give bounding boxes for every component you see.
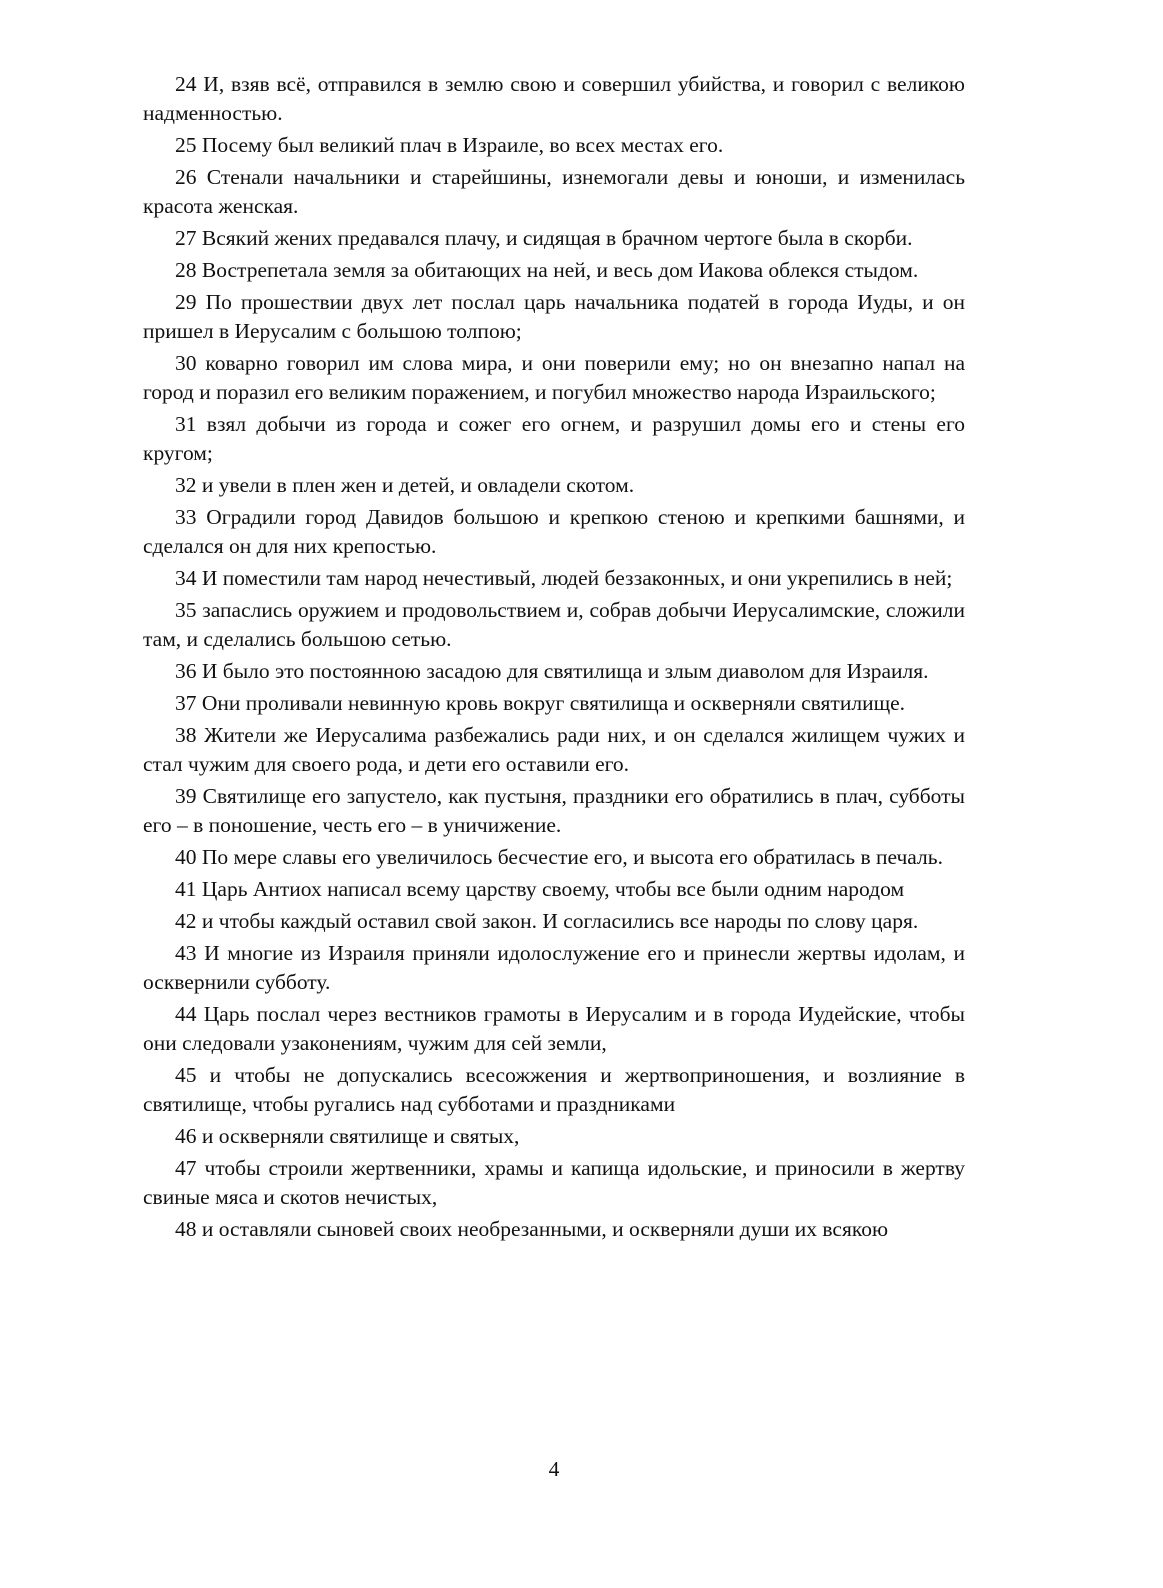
verse-42: 42 и чтобы каждый оставил свой закон. И согласились все народы по слову царя. — [175, 909, 919, 933]
verse-48: 48 и оставляли сыновей своих необрезанными, и оскверняли души их всякою — [175, 1217, 889, 1241]
verse-25: 25 Посему был великий плач в Израиле, во всех местах его. — [175, 133, 724, 157]
verse-38: 38 Жители же Иерусалима разбежались ради них, и он сделался жилищем чужих и стал чужим для своего рода, и дети его оставили его. — [143, 723, 965, 776]
verse-27: 27 Всякий жених предавался плачу, и сидящая в брачном чертоге была в скорби. — [175, 226, 913, 250]
verse-37: 37 Они проливали невинную кровь вокруг святилища и оскверняли святилище. — [175, 691, 906, 715]
verse-33: 33 Оградили город Давидов большою и крепкою стеною и крепкими башнями, и сделался он для них крепостью. — [143, 505, 965, 558]
verse-list — [143, 70, 965, 1244]
verse-36: 36 И было это постоянною засадою для святилища и злым диаволом для Израиля. — [175, 659, 929, 683]
page-body — [143, 70, 965, 1570]
verse-31: 31 взял добычи из города и сожег его огнем, и разрушил домы его и стены его кругом; — [143, 412, 965, 465]
verse-44: 44 Царь послал через вестников грамоты в Иерусалим и в города Иудейские, чтобы они следовали узаконениям, чужим для сей земли, — [143, 1002, 965, 1055]
verse-30: 30 коварно говорил им слова мира, и они поверили ему; но он внезапно напал на город и поразил его великим поражением, и погубил множество народа Израильского; — [143, 351, 965, 404]
verse-26: 26 Стенали начальники и старейшины, изнемогали девы и юноши, и изменилась красота женская. — [143, 165, 965, 218]
verse-34: 34 И поместили там народ нечестивый, людей беззаконных, и они укрепились в ней; — [175, 566, 953, 590]
verse-35: 35 запаслись оружием и продовольствием и, собрав добычи Иерусалимские, сложили там, и сделались большою сетью. — [143, 598, 965, 651]
verse-28: 28 Вострепетала земля за обитающих на ней, и весь дом Иакова облекся стыдом. — [175, 258, 919, 282]
verse-32: 32 и увели в плен жен и детей, и овладели скотом. — [175, 473, 635, 497]
page-number: 4 — [548, 1457, 560, 1481]
verse-41: 41 Царь Антиох написал всему царству своему, чтобы все были одним народом — [175, 877, 905, 901]
verse-45: 45 и чтобы не допускались всесожжения и жертвоприношения, и возлияние в святилище, чтобы ругались над субботами и праздниками — [143, 1063, 965, 1116]
verse-40: 40 По мере славы его увеличилось бесчестие его, и высота его обратилась в печаль. — [175, 845, 943, 869]
verse-39: 39 Святилище его запустело, как пустыня, праздники его обратились в плач, субботы его – в поношение, честь его – в уничижение. — [143, 784, 965, 837]
verse-43: 43 И многие из Израиля приняли идолослужение его и принесли жертвы идолам, и осквернили субботу. — [143, 941, 965, 994]
verse-29: 29 По прошествии двух лет послал царь начальника податей в города Иуды, и он пришел в Иерусалим с большою толпою; — [143, 290, 965, 343]
verse-46: 46 и оскверняли святилище и святых, — [175, 1124, 520, 1148]
verse-24: 24 И, взяв всё, отправился в землю свою и совершил убийства, и говорил с великою надменностью. — [143, 72, 965, 125]
verse-47: 47 чтобы строили жертвенники, храмы и капища идольские, и приносили в жертву свиные мяса и скотов нечистых, — [143, 1156, 965, 1209]
